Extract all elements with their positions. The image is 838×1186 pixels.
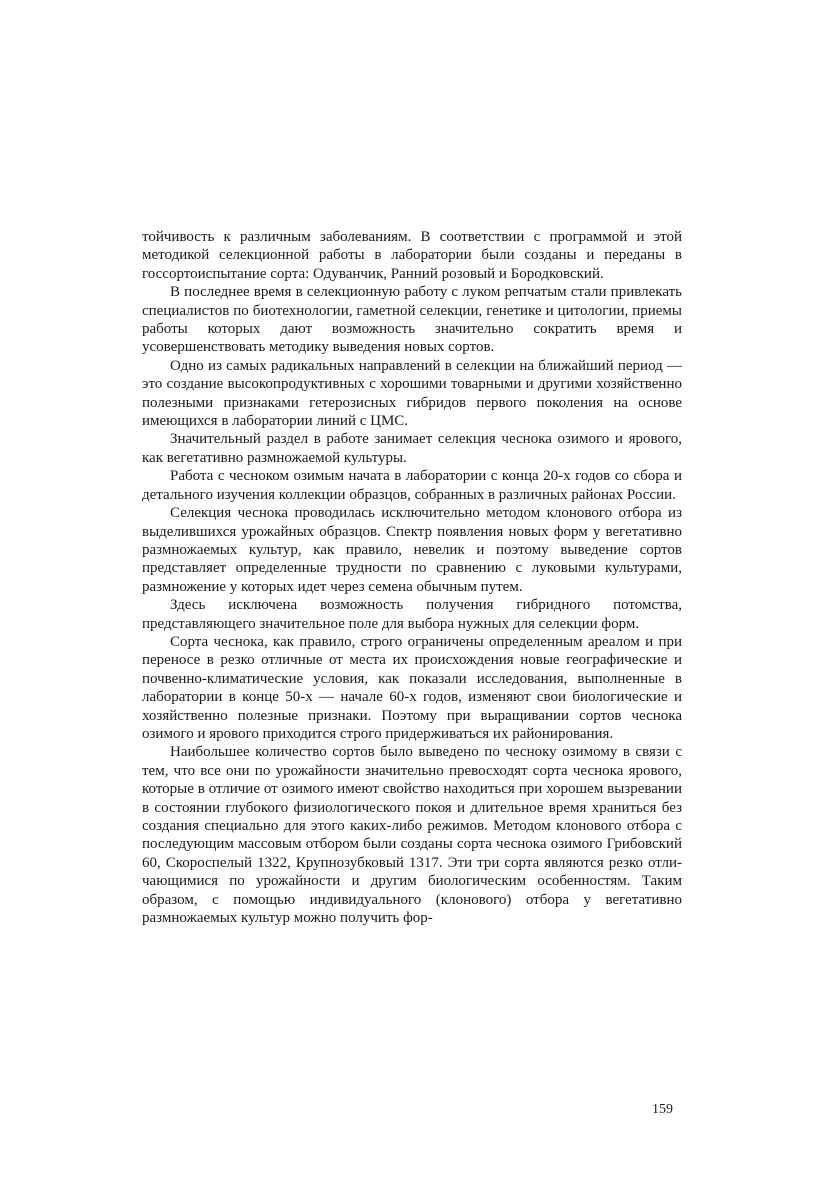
paragraph-3: Одно из самых радикальных направлений в селекции на ближайший период — это создание высокопродуктивных с хорошими товарными и другими хозяйственно полезными признаками гетерозисных гибридов первого поколения на основе имеющихся в лаборатории линий с ЦМС. bbox=[142, 357, 682, 430]
paragraph-4: Значительный раздел в работе занимает селекция чеснока озимого и ярового, как вегетативно размножаемой культуры. bbox=[142, 431, 682, 466]
paragraph-7: Здесь исключена возможность получения гибридного потомства, представляющего значительное поле для выбора нужных для селекции форм. bbox=[142, 597, 682, 632]
paragraph-6: Селекция чеснока проводилась исключительно методом клонового отбора из выделившихся урожайных образцов. Спектр появления новых форм у вегетативно размножаемых культур, как правило, невелик и поэтому выведение сортов представляет определенные трудности по сравнению с луковыми культурами, размножение у которых идет через семена обычным путем. bbox=[142, 505, 682, 595]
page-number: 159 bbox=[652, 1102, 673, 1117]
paragraph-1: тойчивость к различным заболеваниям. В соответствии с программой и этой методикой селекционной работы в лаборатории были созданы и переданы в госсортоиспытание сорта: Одуванчик, Ранний розовый и Бородковский. bbox=[142, 229, 682, 282]
paragraph-2: В последнее время в селекционную работу с луком репчатым стали привлекать специалистов по биотехнологии, гаметной селекции, генетике и цитологии, приемы работы которых дают возможность значительно сократить время и усовершенствовать методику выведения новых сортов. bbox=[142, 284, 682, 356]
paragraph-9: Наибольшее количество сортов было выведено по чесноку озимому в связи с тем, что все они по урожайности значительно превосходят сорта чеснока ярового, которые в отличие от озимого имеют свойство находиться при хорошем вызревании в состоянии глубокого физиологического покоя и длительное время храниться без создания специально для этого каких-либо режимов. Методом клонового отбора с последующим массовым отбором были созданы сорта чеснока озимого Грибовский 60, Скороспелый 1322, Крупнозубковый 1317. Эти три сорта являются резко отличающимися по урожайности и другим биологическим особенностям. Таким образом, с помощью индивидуального (клонового) отбора у вегетативно размножаемых культур можно получить фор- bbox=[142, 744, 682, 927]
paragraph-8: Сорта чеснока, как правило, строго ограничены определенным ареалом и при переносе в резко отличные от места их происхождения новые географические и почвенно-климатические условия, как показали исследования, выполненные в лаборатории в конце 50-х — начале 60-х годов, изменяют свои биологические и хозяйственно полезные признаки. Поэтому при выращивании сортов чеснока озимого и ярового приходится строго придерживаться их районирования. bbox=[142, 633, 682, 742]
page-body bbox=[142, 228, 682, 927]
paragraph-5: Работа с чесноком озимым начата в лаборатории с конца 20-х годов со сбора и детального изучения коллекции образцов, собранных в различных районах России. bbox=[142, 468, 682, 503]
